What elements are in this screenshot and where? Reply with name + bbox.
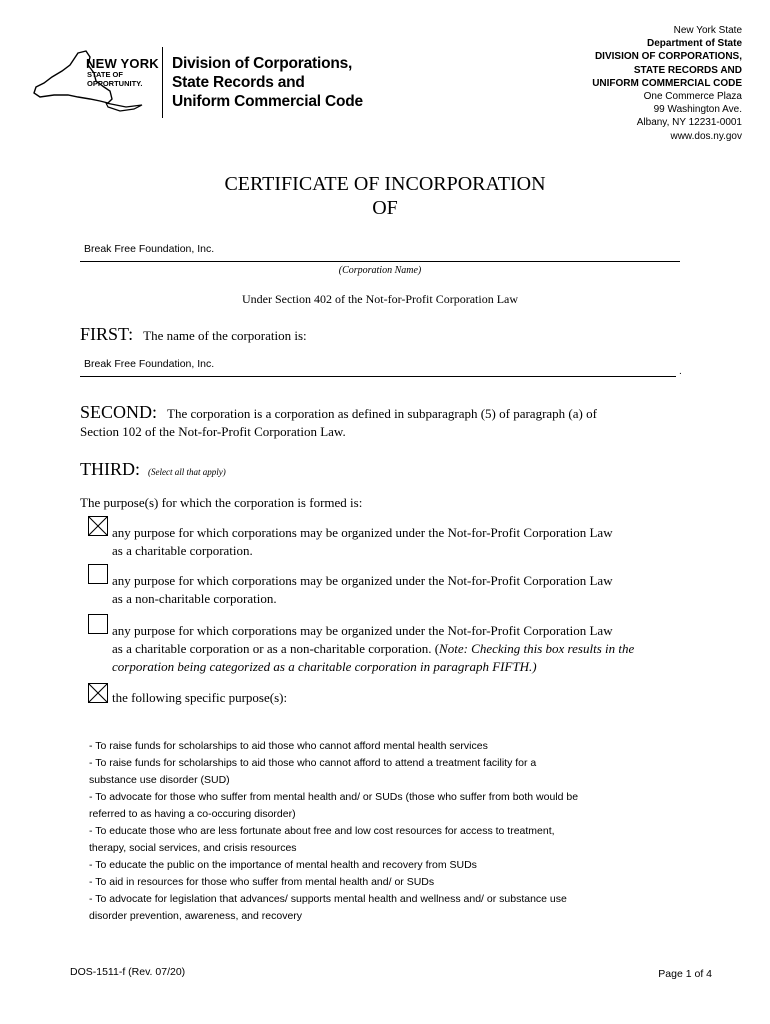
- option-note-line: corporation being categorized as a charitable corporation in paragraph FIFTH.): [112, 659, 537, 674]
- purpose-line: disorder prevention, awareness, and recovery: [89, 910, 303, 922]
- page-number: Page 1 of 4: [658, 968, 712, 980]
- title-line-1: CERTIFICATE OF INCORPORATION: [224, 173, 546, 195]
- division-name-line: State Records and: [172, 74, 305, 91]
- purpose-line: substance use disorder (SUD): [89, 774, 230, 786]
- option-line: any purpose for which corporations may be organized under the Not-for-Profit Corporation Law: [112, 525, 613, 540]
- address-line: Department of State: [646, 38, 742, 50]
- logo-opportunity: OPPORTUNITY.: [87, 78, 143, 88]
- specific-purposes-field[interactable]: [89, 738, 689, 925]
- purpose-line: - To educate those who are less fortunate about free and low cost resources for access to treatment,: [89, 825, 555, 837]
- first-name-underline: [80, 376, 676, 377]
- option-line: any purpose for which corporations may be organized under the Not-for-Profit Corporation Law: [112, 623, 613, 638]
- address-line: Albany, NY 12231-0001: [636, 117, 742, 129]
- option-line: as a non-charitable corporation.: [112, 591, 277, 606]
- address-line: DIVISION OF CORPORATIONS,: [594, 51, 742, 63]
- purpose-line: - To advocate for those who suffer from mental health and/ or SUDs (those who suffer from both would be: [89, 791, 579, 803]
- third-heading: THIRD:: [80, 459, 140, 479]
- corporation-name-underline: [80, 261, 680, 262]
- logo-new-york: NEW YORK: [86, 56, 159, 71]
- option-note: Note: Checking this box results in the: [439, 641, 635, 656]
- first-paragraph: [80, 324, 307, 345]
- third-intro: The purpose(s) for which the corporation is formed is:: [80, 495, 363, 510]
- option-either-label: [112, 622, 732, 676]
- division-name-line: Uniform Commercial Code: [172, 93, 363, 110]
- purpose-line: therapy, social services, and crisis resources: [89, 842, 297, 854]
- charitable-checkbox[interactable]: [88, 516, 108, 536]
- charitable-or-non-charitable-checkbox[interactable]: [88, 614, 108, 634]
- purpose-line: - To raise funds for scholarships to aid those who cannot afford mental health services: [89, 740, 488, 752]
- second-text-line-1: The corporation is a corporation as defined in subparagraph (5) of paragraph (a) of: [167, 406, 597, 421]
- second-heading: SECOND:: [80, 402, 158, 422]
- division-name: [172, 54, 363, 111]
- option-line: as a charitable corporation.: [112, 543, 253, 558]
- option-non-charitable-label: [112, 572, 613, 608]
- form-id: DOS-1511-f (Rev. 07/20): [70, 966, 186, 978]
- first-heading: FIRST:: [80, 324, 134, 344]
- first-trailing-period: .: [679, 366, 682, 377]
- specific-purposes-checkbox[interactable]: [88, 683, 108, 703]
- under-section-text: Under Section 402 of the Not-for-Profit Corporation Law: [241, 292, 519, 306]
- logo-state-of-opportunity: [87, 71, 142, 88]
- non-charitable-checkbox[interactable]: [88, 564, 108, 584]
- division-name-line: Division of Corporations,: [172, 55, 353, 72]
- option-specific-label: the following specific purpose(s):: [112, 690, 288, 705]
- purpose-line: - To advocate for legislation that advances/ supports mental health and wellness and/ or substance use: [89, 893, 567, 905]
- option-line: as a charitable corporation or as a non-charitable corporation. (: [112, 641, 440, 656]
- third-note: (Select all that apply): [148, 467, 226, 477]
- second-paragraph: [80, 402, 720, 441]
- first-text: The name of the corporation is:: [143, 328, 307, 343]
- agency-address-block: [592, 24, 742, 143]
- option-charitable-label: [112, 524, 613, 560]
- address-line: One Commerce Plaza: [643, 91, 742, 103]
- purpose-line: - To educate the public on the importance of mental health and recovery from SUDs: [89, 859, 477, 871]
- address-line: New York State: [673, 25, 742, 36]
- document-title: [0, 172, 770, 220]
- address-line: UNIFORM COMMERCIAL CODE: [592, 77, 742, 89]
- address-line: 99 Washington Ave.: [653, 104, 742, 116]
- purpose-line: - To aid in resources for those who suffer from mental health and/ or SUDs: [89, 876, 435, 888]
- address-line: www.dos.ny.gov: [670, 130, 742, 142]
- third-heading-row: [80, 459, 226, 480]
- purpose-line: referred to as having a co-occuring disorder): [89, 808, 296, 820]
- logo-state-of: STATE OF: [87, 70, 123, 79]
- title-line-2: OF: [372, 197, 398, 219]
- logo-divider: [162, 47, 163, 118]
- option-line: any purpose for which corporations may be organized under the Not-for-Profit Corporation Law: [112, 573, 613, 588]
- corporation-name-caption: (Corporation Name): [338, 265, 422, 276]
- purpose-line: - To raise funds for scholarships to aid those who cannot afford to attend a treatment facility for a: [89, 757, 537, 769]
- corporation-name-field[interactable]: Break Free Foundation, Inc.: [84, 243, 215, 255]
- second-text-line-2: Section 102 of the Not-for-Profit Corporation Law.: [80, 424, 346, 439]
- first-name-field[interactable]: Break Free Foundation, Inc.: [84, 358, 215, 370]
- address-line: STATE RECORDS AND: [633, 64, 742, 76]
